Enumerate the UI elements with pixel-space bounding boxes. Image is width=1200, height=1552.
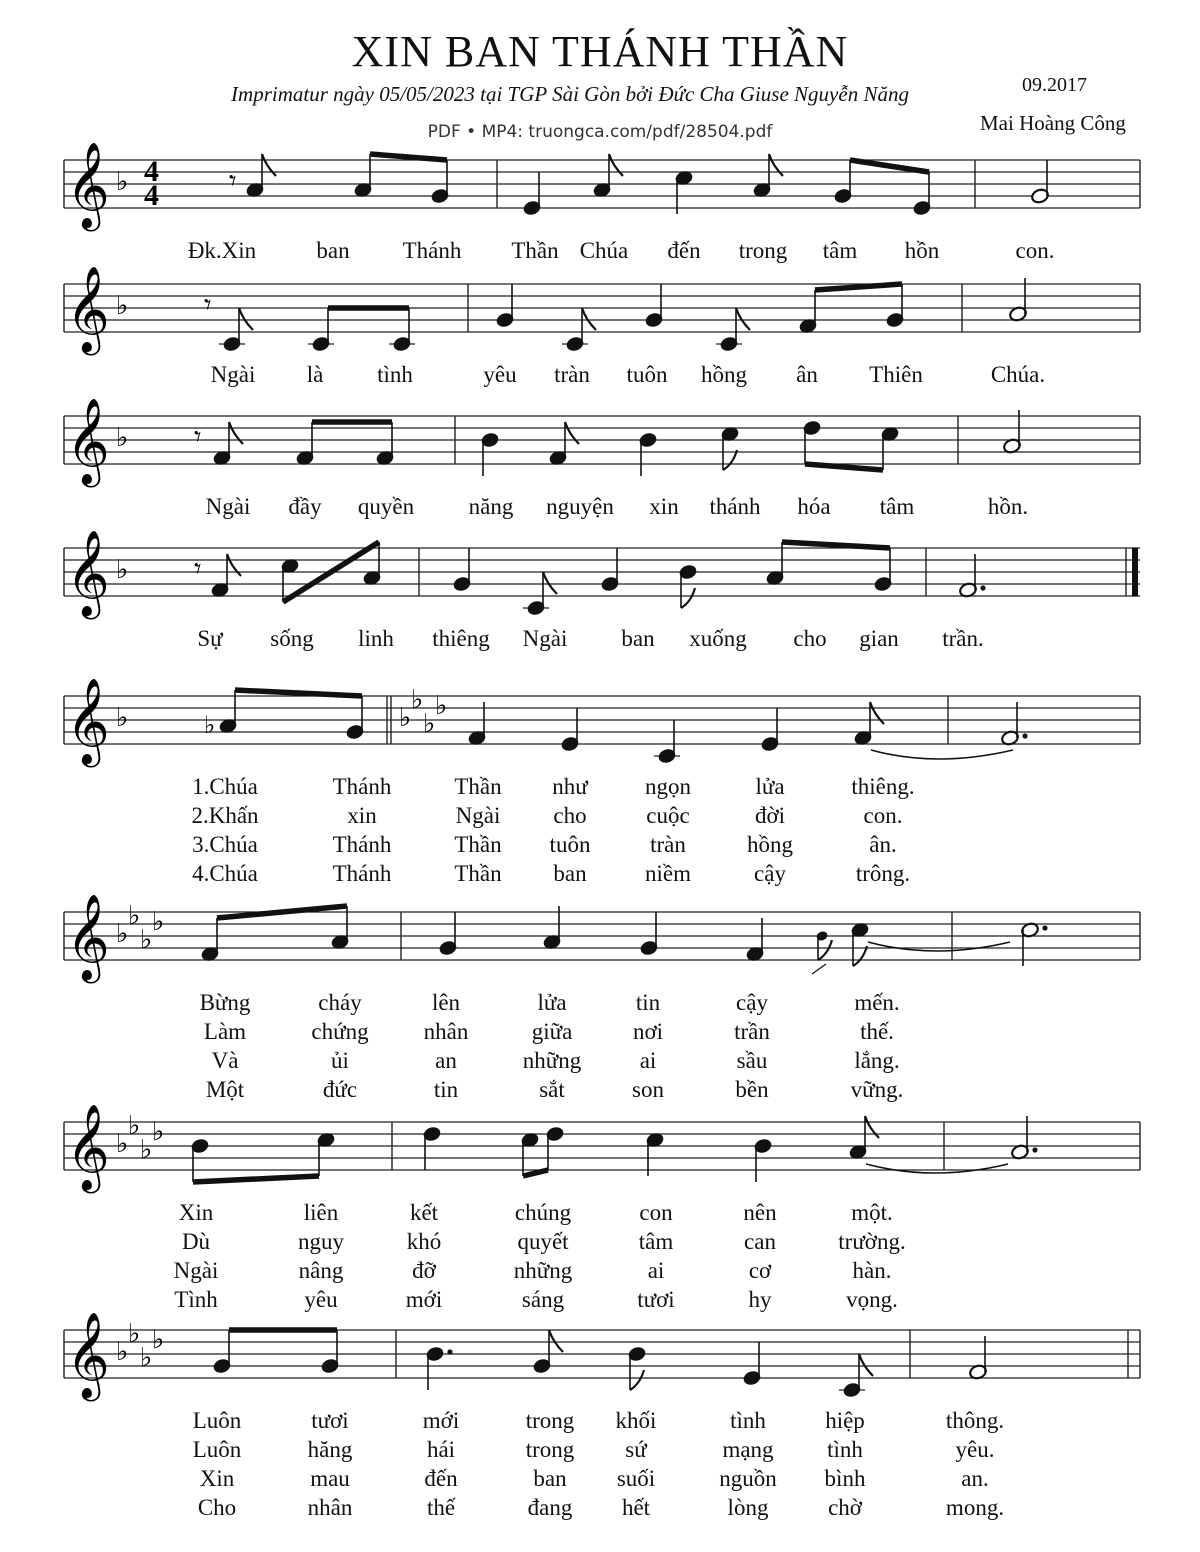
lyric-syllable: Ngài xyxy=(522,626,568,651)
flat-sign-icon: ♭ xyxy=(128,1319,141,1349)
lyric-syllable: Đk.Xin xyxy=(187,238,257,263)
lyric-syllable: Một xyxy=(205,1077,245,1102)
time-signature: 4 xyxy=(144,155,159,188)
lyric-syllable: can xyxy=(744,1229,776,1254)
lyric-syllable: tươi xyxy=(637,1287,675,1312)
lyric-syllable: như xyxy=(552,774,588,799)
eighth-rest-icon: 𝄾 xyxy=(204,288,212,321)
treble-clef-icon: 𝄞 xyxy=(66,142,110,228)
eighth-rest-icon: 𝄾 xyxy=(229,164,237,197)
lyric-syllable: nơi xyxy=(632,1019,664,1044)
note-flag xyxy=(769,154,783,176)
lyric-syllable: nên xyxy=(743,1200,777,1225)
flat-sign-icon: ♭ xyxy=(116,291,129,321)
lyric-syllable: nguyện xyxy=(546,494,614,519)
lyric-syllable: đến xyxy=(424,1466,458,1491)
lyric-syllable: Thánh xyxy=(332,861,392,886)
lyric-syllable: trong xyxy=(525,1437,575,1462)
lyric-syllable: đến xyxy=(667,238,701,263)
lyric-syllable: cháy xyxy=(318,990,362,1015)
lyric-syllable: sống xyxy=(270,626,314,651)
song-title: XIN BAN THÁNH THẦN xyxy=(351,27,849,76)
note-flag xyxy=(229,422,243,444)
lyric-syllable: Chúa. xyxy=(990,362,1046,387)
lyric-syllable: hăng xyxy=(307,1437,353,1462)
lyric-syllable: nhân xyxy=(307,1495,353,1520)
lyric-syllable: quyền xyxy=(357,494,415,519)
lyric-syllable: thiêng xyxy=(432,626,490,651)
lyric-syllable: ban xyxy=(533,1466,567,1491)
imprimatur-note: Imprimatur ngày 05/05/2023 tại TGP Sài Gòn bởi Đức Cha Giuse Nguyễn Năng xyxy=(231,82,909,106)
treble-clef-icon: 𝄞 xyxy=(66,894,110,980)
augmentation-dot xyxy=(980,585,985,590)
lyric-syllable: lửa xyxy=(537,990,567,1015)
lyric-syllable: khối xyxy=(615,1408,657,1433)
lyric-syllable: son xyxy=(632,1077,664,1102)
note-flag xyxy=(609,154,623,176)
lyric-syllable: hy xyxy=(748,1287,772,1312)
lyric-syllable: tình xyxy=(730,1408,766,1433)
lyric-syllable: Tình xyxy=(174,1287,218,1312)
lyric-syllable: Thần xyxy=(454,861,502,886)
lyric-syllable: Ngài xyxy=(455,803,501,828)
lyric-syllable: Luôn xyxy=(192,1408,242,1433)
note-flag xyxy=(582,308,596,330)
note-flag xyxy=(262,154,276,176)
note-beam xyxy=(850,160,929,172)
tie xyxy=(866,1164,1008,1173)
lyric-syllable: trần xyxy=(734,1019,770,1044)
composition-date: 09.2017 xyxy=(1022,74,1087,96)
lyric-syllable: Thánh xyxy=(332,774,392,799)
flat-sign-icon: ♭ xyxy=(411,685,424,715)
lyric-syllable: ai xyxy=(639,1048,657,1073)
treble-clef-icon: 𝄞 xyxy=(66,678,110,764)
time-signature: 4 xyxy=(144,179,159,212)
note-flag xyxy=(859,1354,873,1376)
lyric-syllable: chờ xyxy=(828,1495,862,1520)
flat-sign-icon: ♭ xyxy=(116,1129,129,1159)
flat-sign-icon: ♭ xyxy=(152,1325,165,1355)
staff xyxy=(0,1300,1200,1420)
lyric-syllable: ân xyxy=(796,362,818,387)
lyric-syllable: ai xyxy=(647,1258,665,1283)
lyric-syllable: đức xyxy=(322,1077,358,1102)
lyric-syllable: mới xyxy=(422,1408,460,1433)
lyric-syllable: chứng xyxy=(311,1019,369,1044)
staff xyxy=(0,518,1200,638)
treble-clef-icon: 𝄞 xyxy=(66,1104,110,1190)
flat-sign-icon: ♭ xyxy=(116,423,129,453)
note-flag xyxy=(681,588,695,608)
flat-sign-icon: ♭ xyxy=(140,1343,153,1373)
lyric-syllable: tươi xyxy=(311,1408,349,1433)
tie xyxy=(871,750,1013,759)
lyric-syllable: vọng. xyxy=(846,1287,898,1312)
flat-sign-icon: ♭ xyxy=(399,703,412,733)
staff xyxy=(0,386,1200,506)
flat-sign-icon: ♭ xyxy=(116,1337,129,1367)
composer-name: Mai Hoàng Công xyxy=(980,111,1126,135)
lyric-syllable: Xin xyxy=(178,1200,214,1225)
note-flag xyxy=(630,1370,644,1390)
lyric-syllable: hồn. xyxy=(987,494,1029,519)
lyric-syllable: Sự xyxy=(197,626,223,651)
lyric-syllable: khó xyxy=(406,1229,442,1254)
lyric-syllable: tình xyxy=(377,362,413,387)
lyric-syllable: xin xyxy=(347,803,377,828)
lyric-syllable: Bừng xyxy=(199,990,251,1015)
note-flag xyxy=(543,572,557,594)
augmentation-dot xyxy=(1022,733,1027,738)
lyric-syllable: hóa xyxy=(797,494,831,519)
lyric-syllable: những xyxy=(522,1048,582,1073)
note-beam xyxy=(370,154,447,160)
lyric-syllable: đời xyxy=(754,803,786,828)
lyric-syllable: hiệp xyxy=(825,1408,865,1433)
lyric-syllable: cơ xyxy=(748,1258,772,1283)
lyric-syllable: Chúa xyxy=(579,238,629,263)
lyric-syllable: tràn xyxy=(554,362,590,387)
note-beam xyxy=(523,1170,548,1176)
lyric-syllable: lửa xyxy=(755,774,785,799)
lyric-syllable: giữa xyxy=(531,1019,573,1044)
lyric-syllable: mau xyxy=(310,1466,350,1491)
lyric-syllable: xin xyxy=(649,494,679,519)
lyric-syllable: thế xyxy=(426,1495,456,1520)
lyric-syllable: quyết xyxy=(517,1229,569,1254)
lyric-syllable: tâm xyxy=(638,1229,674,1254)
lyric-syllable: nguy xyxy=(298,1229,344,1254)
lyric-syllable: 4.Chúa xyxy=(192,861,258,886)
staff xyxy=(0,882,1200,1002)
lyric-syllable: ban xyxy=(316,238,350,263)
flat-sign-icon: ♭ xyxy=(423,709,436,739)
staff xyxy=(0,1092,1200,1212)
lyric-syllable: 1.Chúa xyxy=(192,774,258,799)
note-flag xyxy=(818,940,832,960)
grace-slash xyxy=(812,964,826,974)
lyric-syllable: Ngài xyxy=(210,362,256,387)
lyric-syllable: năng xyxy=(468,494,514,519)
flat-sign-icon: ♭ xyxy=(152,1117,165,1147)
treble-clef-icon: 𝄞 xyxy=(66,398,110,484)
lyric-syllable: Ngài xyxy=(173,1258,219,1283)
lyric-syllable: bình xyxy=(824,1466,866,1491)
note-flag xyxy=(723,450,737,470)
note-beam xyxy=(193,1176,319,1182)
lyric-syllable: Ngài xyxy=(205,494,251,519)
lyric-syllable: cậy xyxy=(736,990,768,1015)
lyric-syllable: Thần xyxy=(454,774,502,799)
flat-sign-icon: ♭ xyxy=(128,1111,141,1141)
lyric-syllable: kết xyxy=(409,1200,439,1225)
lyric-syllable: trông. xyxy=(855,861,911,886)
lyric-syllable: gian xyxy=(859,626,899,651)
lyric-syllable: bền xyxy=(735,1077,769,1102)
flat-sign-icon: ♭ xyxy=(116,919,129,949)
staff xyxy=(0,130,1200,250)
lyric-syllable: con. xyxy=(1015,238,1055,263)
note-flag xyxy=(549,1330,563,1352)
note-flag xyxy=(565,422,579,444)
lyric-syllable: nhân xyxy=(423,1019,469,1044)
lyric-syllable: linh xyxy=(358,626,394,651)
note-beam xyxy=(782,542,890,548)
lyric-syllable: Thánh xyxy=(402,238,462,263)
lyric-syllable: tâm xyxy=(822,238,858,263)
staff xyxy=(0,254,1200,374)
lyric-syllable: lắng. xyxy=(854,1048,900,1073)
lyric-syllable: yêu xyxy=(304,1287,338,1312)
note-flag xyxy=(853,946,867,966)
lyric-syllable: Và xyxy=(211,1048,239,1073)
lyric-syllable: tin xyxy=(433,1077,459,1102)
lyric-syllable: hồng xyxy=(701,362,747,387)
lyric-syllable: nâng xyxy=(298,1258,344,1283)
eighth-rest-icon: 𝄾 xyxy=(194,552,202,585)
lyric-syllable: Dù xyxy=(181,1229,211,1254)
lyric-syllable: thánh xyxy=(709,494,761,519)
lyric-syllable: lòng xyxy=(727,1495,769,1520)
lyric-syllable: con. xyxy=(863,803,903,828)
lyric-syllable: sắt xyxy=(539,1077,565,1102)
lyric-syllable: là xyxy=(306,362,324,387)
source-link[interactable]: PDF • MP4: truongca.com/pdf/28504.pdf xyxy=(427,122,773,142)
lyric-syllable: tuôn xyxy=(549,832,591,857)
lyric-syllable: Cho xyxy=(197,1495,237,1520)
note-flag xyxy=(736,308,750,330)
lyric-syllable: hết xyxy=(621,1495,651,1520)
lyric-syllable: 3.Chúa xyxy=(192,832,258,857)
lyric-syllable: đang xyxy=(527,1495,573,1520)
lyric-syllable: cho xyxy=(553,803,587,828)
treble-clef-icon: 𝄞 xyxy=(66,1312,110,1398)
note-flag xyxy=(865,1116,879,1138)
lyric-syllable: thông. xyxy=(945,1408,1005,1433)
final-barline xyxy=(1132,548,1138,596)
staff xyxy=(0,666,1200,786)
lyric-syllable: sáng xyxy=(521,1287,565,1312)
lyric-syllable: sầu xyxy=(736,1048,768,1073)
lyric-syllable: tình xyxy=(827,1437,863,1462)
lyric-syllable: chúng xyxy=(514,1200,572,1225)
lyric-syllable: trần. xyxy=(942,626,984,651)
lyric-syllable: hồn xyxy=(904,238,940,263)
note-beam xyxy=(235,690,362,696)
lyric-syllable: tràn xyxy=(650,832,686,857)
flat-sign-icon: ♭ xyxy=(152,907,165,937)
lyric-syllable: ban xyxy=(621,626,655,651)
lyric-syllable: mến. xyxy=(854,990,900,1015)
tie xyxy=(868,942,1010,951)
lyric-syllable: đầy xyxy=(288,494,322,519)
flat-sign-icon: ♭ xyxy=(140,925,153,955)
lyric-syllable: tuôn xyxy=(626,362,668,387)
eighth-rest-icon: 𝄾 xyxy=(194,420,202,453)
lyric-syllable: xuống xyxy=(689,626,747,651)
lyric-syllable: ủi xyxy=(331,1048,349,1073)
flat-sign-icon: ♭ xyxy=(116,555,129,585)
augmentation-dot xyxy=(447,1349,452,1354)
lyric-syllable: Xin xyxy=(199,1466,235,1491)
lyric-syllable: an. xyxy=(961,1466,989,1491)
lyric-syllable: mong. xyxy=(945,1495,1005,1520)
lyric-syllable: lên xyxy=(431,990,461,1015)
lyric-syllable: yêu. xyxy=(955,1437,995,1462)
lyric-syllable: trường. xyxy=(838,1229,906,1254)
lyric-syllable: Luôn xyxy=(192,1437,242,1462)
lyric-syllable: ban xyxy=(553,861,587,886)
lyric-syllable: thiêng. xyxy=(851,774,915,799)
lyric-syllable: nguồn xyxy=(719,1466,777,1491)
lyric-syllable: tâm xyxy=(879,494,915,519)
lyric-syllable: trong xyxy=(738,238,788,263)
note-flag xyxy=(239,308,253,330)
lyric-syllable: sứ xyxy=(625,1437,647,1462)
lyric-syllable: mới xyxy=(405,1287,443,1312)
lyric-syllable: thế. xyxy=(860,1019,894,1044)
flat-sign-icon: ♭ xyxy=(116,703,129,733)
lyric-syllable: hồng xyxy=(747,832,793,857)
note-flag xyxy=(227,554,241,576)
lyric-syllable: Thần xyxy=(454,832,502,857)
augmentation-dot xyxy=(1042,925,1047,930)
flat-sign-icon: ♭ xyxy=(140,1135,153,1165)
lyric-syllable: niềm xyxy=(645,861,691,886)
flat-sign-icon: ♭ xyxy=(435,691,448,721)
note-beam xyxy=(815,284,902,290)
lyric-syllable: một. xyxy=(851,1200,893,1225)
lyric-syllable: Thánh xyxy=(332,832,392,857)
lyric-syllable: tin xyxy=(635,990,661,1015)
lyric-syllable: vững. xyxy=(850,1077,904,1102)
lyric-syllable: Thần xyxy=(511,238,559,263)
lyric-syllable: ân. xyxy=(869,832,897,857)
lyric-syllable: 2.Khấn xyxy=(191,803,259,828)
lyric-syllable: mạng xyxy=(722,1437,774,1462)
lyric-syllable: an xyxy=(435,1048,457,1073)
flat-sign-icon: ♭ xyxy=(116,167,129,197)
lyric-syllable: hàn. xyxy=(852,1258,892,1283)
lyric-syllable: con xyxy=(639,1200,673,1225)
lyric-syllable: cuộc xyxy=(646,803,690,828)
lyric-syllable: những xyxy=(513,1258,573,1283)
lyric-syllable: hái xyxy=(426,1437,456,1462)
lyric-syllable: Thiên xyxy=(869,362,923,387)
lyric-syllable: cậy xyxy=(754,861,786,886)
treble-clef-icon: 𝄞 xyxy=(66,266,110,352)
treble-clef-icon: 𝄞 xyxy=(66,530,110,616)
lyric-syllable: liên xyxy=(303,1200,339,1225)
augmentation-dot xyxy=(1032,1147,1037,1152)
note-beam xyxy=(805,464,883,470)
lyric-syllable: cho xyxy=(793,626,827,651)
note-flag xyxy=(870,702,884,724)
lyric-syllable: ngọn xyxy=(645,774,691,799)
lyric-syllable: Làm xyxy=(203,1019,247,1044)
lyric-syllable: yêu xyxy=(483,362,517,387)
lyric-syllable: suối xyxy=(616,1466,656,1491)
lyric-syllable: trong xyxy=(525,1408,575,1433)
flat-sign-icon: ♭ xyxy=(128,901,141,931)
lyric-syllable: đỡ xyxy=(412,1258,436,1283)
flat-sign-icon: ♭ xyxy=(204,711,216,739)
